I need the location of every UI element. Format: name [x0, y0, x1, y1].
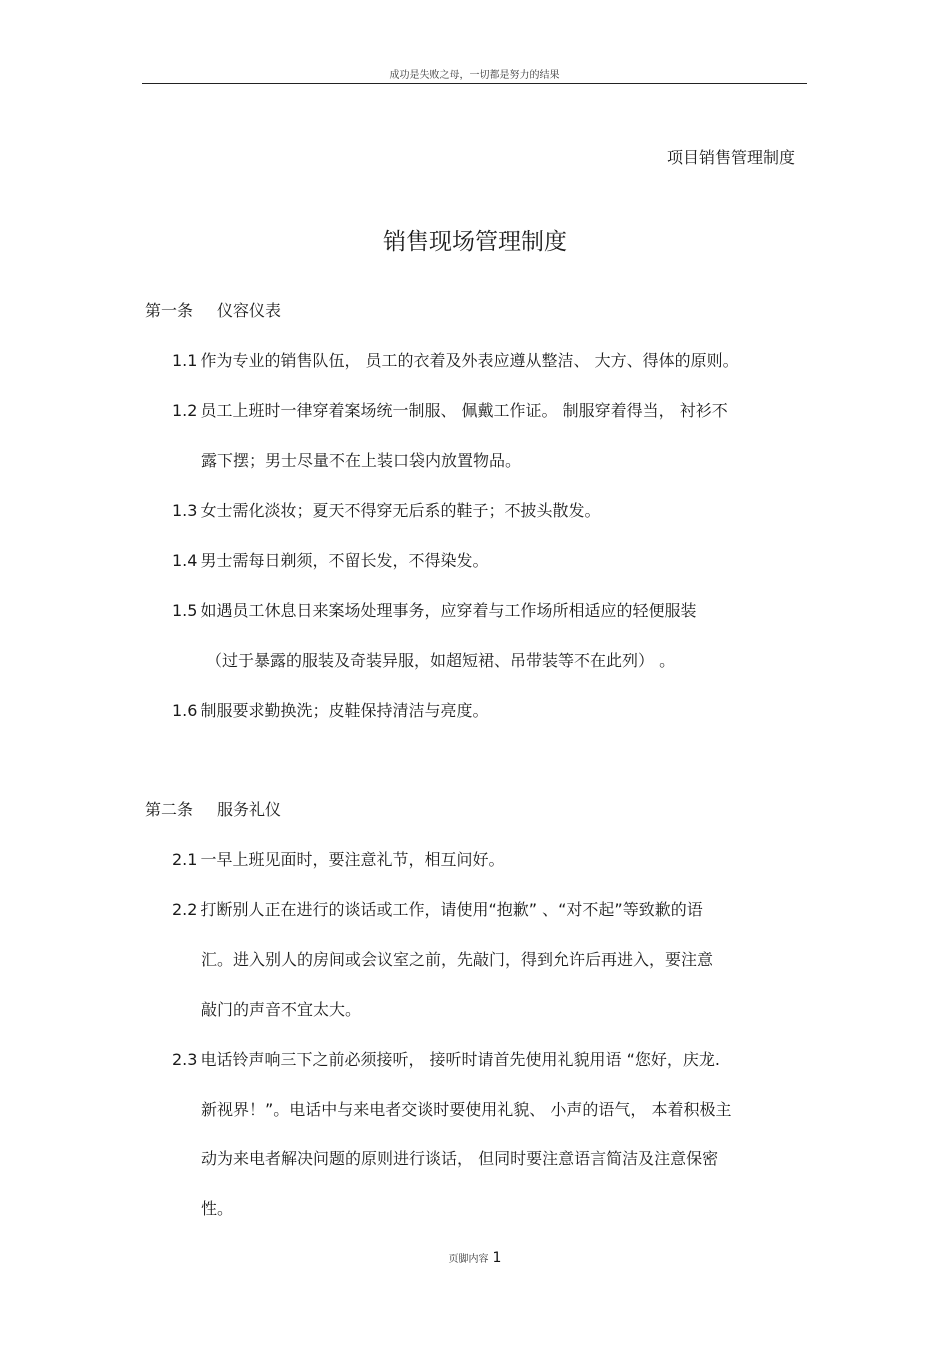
clause-number: 1.5 [172, 601, 198, 620]
clause-1-6 [172, 698, 488, 721]
clause-continuation: （过于暴露的服装及奇装异服，如超短裙、吊带装等不在此列） 。 [206, 651, 676, 670]
clause-text: 如遇员工休息日来案场处理事务，应穿着与工作场所相适应的轻便服装 [200, 601, 697, 620]
clause-continuation: 敲门的声音不宜太大。 [201, 1000, 362, 1019]
clause-text: 一早上班见面时，要注意礼节，相互问好。 [200, 850, 505, 869]
page-footer [0, 1250, 950, 1266]
clause-text: 电话铃声响三下之前必须接听， 接听时请首先使用礼貌用语 “您好，庆龙. [200, 1050, 721, 1069]
clause-continuation: 露下摆；男士尽量不在上装口袋内放置物品。 [201, 451, 522, 470]
clause-1-2 [172, 398, 728, 421]
clause-1-3 [172, 498, 600, 521]
header-divider [142, 83, 807, 84]
section-name: 服务礼仪 [217, 800, 282, 819]
clause-number: 1.3 [172, 501, 198, 520]
clause-number: 1.1 [172, 351, 198, 370]
clause-text: 男士需每日剃须，不留长发，不得染发。 [200, 551, 489, 570]
document-category: 项目销售管理制度 [666, 148, 795, 167]
clause-1-4 [172, 548, 488, 571]
clause-2-3 [172, 1047, 720, 1070]
clause-1-1 [172, 348, 739, 371]
clause-1-5 [172, 598, 696, 621]
clause-text: 打断别人正在进行的谈话或工作，请使用“抱歉” 、“对不起”等致歉的语 [200, 900, 703, 919]
clause-2-2 [172, 897, 703, 920]
running-header: 成功是失败之母，一切都是努力的结果 [389, 70, 560, 81]
clause-number: 1.4 [172, 551, 198, 570]
clause-number: 2.3 [172, 1050, 198, 1069]
clause-continuation: 性。 [201, 1199, 234, 1218]
clause-text: 员工上班时一律穿着案场统一制服、 佩戴工作证。 制服穿着得当， 衬衫不 [200, 401, 728, 420]
section-number: 第一条 [145, 301, 194, 320]
clause-continuation: 新视界！”。电话中与来电者交谈时要使用礼貌、 小声的语气， 本着积极主 [201, 1100, 732, 1119]
clause-number: 1.2 [172, 401, 198, 420]
clause-number: 2.1 [172, 850, 198, 869]
clause-text: 制服要求勤换洗；皮鞋保持清洁与亮度。 [200, 701, 489, 720]
section-heading [145, 298, 281, 321]
document-title: 销售现场管理制度 [383, 229, 567, 255]
section-number: 第二条 [145, 800, 194, 819]
section-name: 仪容仪表 [217, 301, 282, 320]
section-heading [145, 797, 281, 820]
clause-text: 女士需化淡妆；夏天不得穿无后系的鞋子；不披头散发。 [200, 501, 601, 520]
clause-number: 1.6 [172, 701, 198, 720]
clause-number: 2.2 [172, 900, 198, 919]
clause-continuation: 动为来电者解决问题的原则进行谈话， 但同时要注意语言简洁及注意保密 [201, 1149, 719, 1168]
clause-text: 作为专业的销售队伍， 员工的衣着及外表应遵从整洁、 大方、得体的原则。 [200, 351, 739, 370]
clause-2-1 [172, 847, 504, 870]
page-number: 1 [492, 1250, 502, 1266]
footer-label: 页脚内容 [448, 1254, 489, 1265]
clause-continuation: 汇。进入别人的房间或会议室之前，先敲门，得到允许后再进入，要注意 [201, 950, 714, 969]
